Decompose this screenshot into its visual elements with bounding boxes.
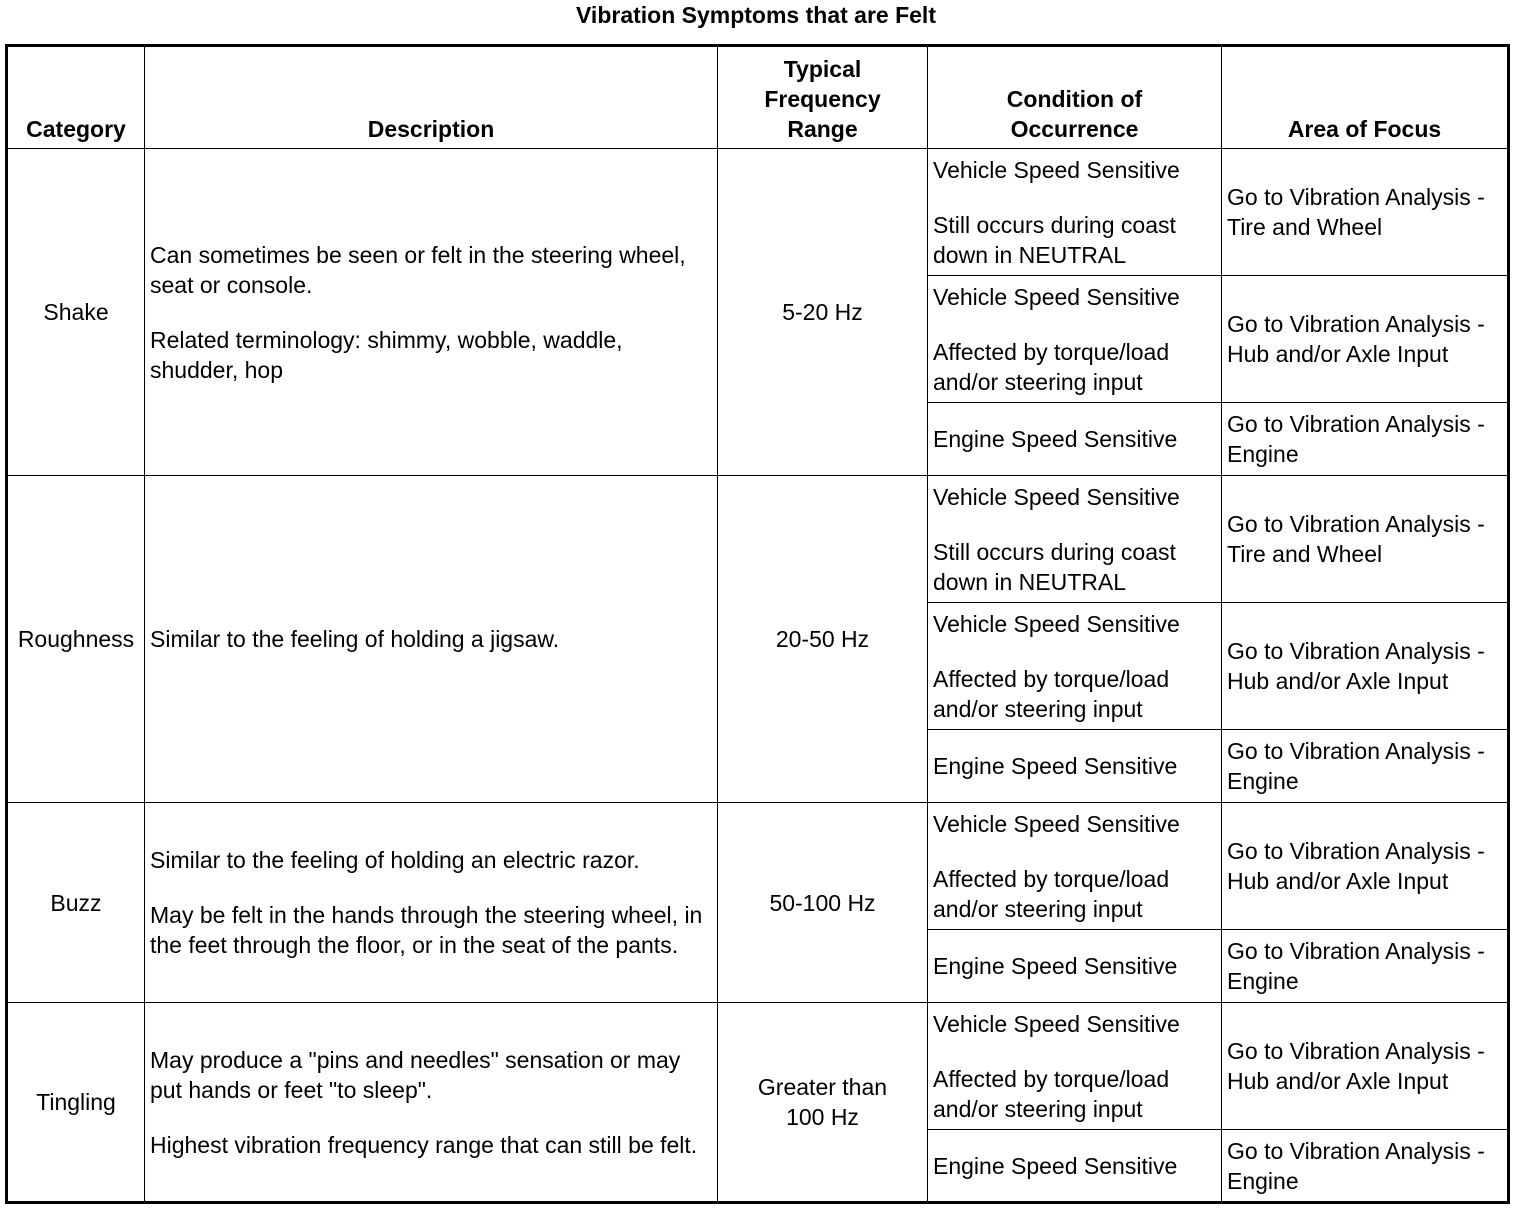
area-cell: Go to Vibration Analysis - Engine bbox=[1222, 930, 1509, 1003]
header-area: Area of Focus bbox=[1222, 46, 1509, 149]
condition-primary: Vehicle Speed Sensitive bbox=[933, 483, 1180, 510]
condition-primary: Engine Speed Sensitive bbox=[933, 1152, 1178, 1179]
condition-primary: Vehicle Speed Sensitive bbox=[933, 1010, 1180, 1037]
header-category: Category bbox=[7, 46, 145, 149]
condition-cell bbox=[928, 1130, 1222, 1203]
table-row bbox=[7, 476, 1509, 603]
area-cell: Go to Vibration Analysis - Hub and/or Axle Input bbox=[1222, 803, 1509, 930]
description-text: Highest vibration frequency range that can still be felt. bbox=[150, 1131, 698, 1158]
document-title: Vibration Symptoms that are Felt bbox=[576, 2, 936, 28]
condition-primary: Vehicle Speed Sensitive bbox=[933, 810, 1180, 837]
frequency-cell: 20-50 Hz bbox=[718, 476, 928, 803]
area-cell: Go to Vibration Analysis - Engine bbox=[1222, 403, 1509, 476]
condition-cell bbox=[928, 930, 1222, 1003]
condition-primary: Engine Speed Sensitive bbox=[933, 953, 1178, 979]
table-row bbox=[7, 803, 1509, 930]
condition-secondary: Still occurs during coast down in NEUTRAL bbox=[933, 211, 1176, 268]
header-row bbox=[7, 46, 1509, 149]
condition-secondary: Affected by torque/load and/or steering input bbox=[933, 1065, 1170, 1122]
description-text: Related terminology: shimmy, wobble, waddle, shudder, hop bbox=[150, 326, 623, 383]
area-cell: Go to Vibration Analysis - Engine bbox=[1222, 730, 1509, 803]
condition-cell bbox=[928, 149, 1222, 276]
category-cell: Buzz bbox=[7, 803, 145, 1003]
condition-cell bbox=[928, 803, 1222, 930]
description-cell bbox=[145, 476, 718, 803]
condition-primary: Engine Speed Sensitive bbox=[933, 753, 1178, 779]
vibration-symptoms-table bbox=[5, 44, 1510, 1204]
condition-cell bbox=[928, 403, 1222, 476]
area-cell: Go to Vibration Analysis - Hub and/or Axle Input bbox=[1222, 276, 1509, 403]
area-cell: Go to Vibration Analysis - Engine bbox=[1222, 1130, 1509, 1203]
condition-secondary: Affected by torque/load and/or steering input bbox=[933, 338, 1170, 395]
condition-primary: Engine Speed Sensitive bbox=[933, 426, 1178, 452]
condition-primary: Vehicle Speed Sensitive bbox=[933, 283, 1180, 310]
description-text: Similar to the feeling of holding an electric razor. bbox=[150, 847, 640, 873]
condition-cell bbox=[928, 476, 1222, 603]
header-description: Description bbox=[145, 46, 718, 149]
description-text: Can sometimes be seen or felt in the steering wheel, seat or console. bbox=[150, 241, 686, 298]
description-text: Similar to the feeling of holding a jigsaw. bbox=[150, 626, 560, 652]
frequency-cell: 5-20 Hz bbox=[718, 149, 928, 476]
category-cell: Tingling bbox=[7, 1003, 145, 1203]
condition-secondary: Affected by torque/load and/or steering input bbox=[933, 865, 1170, 922]
condition-primary: Vehicle Speed Sensitive bbox=[933, 610, 1180, 637]
header-frequency: Typical Frequency Range bbox=[718, 46, 928, 149]
description-text: May produce a "pins and needles" sensation or may put hands or feet "to sleep". bbox=[150, 1046, 681, 1103]
frequency-cell: Greater than 100 Hz bbox=[718, 1003, 928, 1203]
description-cell bbox=[145, 1003, 718, 1203]
condition-primary: Vehicle Speed Sensitive bbox=[933, 156, 1180, 183]
area-cell: Go to Vibration Analysis - Tire and Wheel bbox=[1222, 149, 1509, 276]
condition-secondary: Still occurs during coast down in NEUTRAL bbox=[933, 538, 1176, 595]
condition-cell bbox=[928, 1003, 1222, 1130]
condition-cell bbox=[928, 603, 1222, 730]
description-cell bbox=[145, 803, 718, 1003]
frequency-cell: 50-100 Hz bbox=[718, 803, 928, 1003]
table-row bbox=[7, 149, 1509, 276]
condition-cell bbox=[928, 730, 1222, 803]
area-cell: Go to Vibration Analysis - Tire and Wheel bbox=[1222, 476, 1509, 603]
category-cell: Shake bbox=[7, 149, 145, 476]
condition-cell bbox=[928, 276, 1222, 403]
description-text: May be felt in the hands through the steering wheel, in the feet through the floor, or in the seat of the pants. bbox=[150, 902, 703, 958]
area-cell: Go to Vibration Analysis - Hub and/or Axle Input bbox=[1222, 603, 1509, 730]
condition-secondary: Affected by torque/load and/or steering input bbox=[933, 665, 1170, 722]
table-row bbox=[7, 1003, 1509, 1130]
description-cell bbox=[145, 149, 718, 476]
header-condition: Condition of Occurrence bbox=[928, 46, 1222, 149]
area-cell: Go to Vibration Analysis - Hub and/or Axle Input bbox=[1222, 1003, 1509, 1130]
category-cell: Roughness bbox=[7, 476, 145, 803]
